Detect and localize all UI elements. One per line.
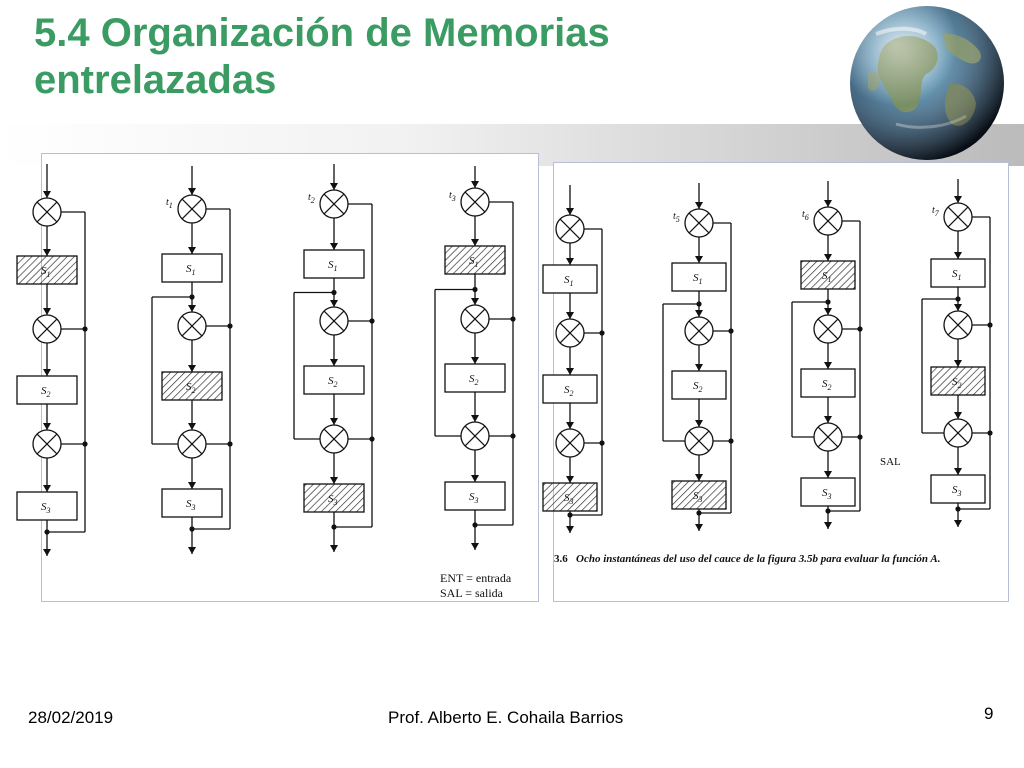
arrow-head: [330, 243, 338, 250]
arrow-head: [695, 474, 703, 481]
arrow-head: [954, 196, 962, 203]
stage-s2: [931, 367, 985, 395]
arrow-head: [954, 360, 962, 367]
arrow-head: [954, 412, 962, 419]
globe-icon: [846, 4, 1008, 162]
junction-dot: [472, 287, 477, 292]
time-label-subscript: 7: [934, 209, 939, 218]
stage-label: $S_2$: [693, 380, 703, 394]
junction-dot: [510, 316, 515, 321]
arrow-head: [43, 308, 51, 315]
pipeline-column-t7: [922, 179, 993, 527]
stage-label-subscript: 1: [333, 264, 338, 273]
arrow-head: [188, 365, 196, 372]
arrow-head: [43, 249, 51, 256]
junction-dot: [857, 326, 862, 331]
stage-s3: [304, 484, 364, 512]
stage-label: $S_1$: [693, 272, 703, 286]
arrow-head: [188, 188, 196, 195]
stage-label-subscript: 2: [46, 390, 51, 399]
arrow-head: [188, 547, 196, 554]
junction-node: [814, 423, 842, 451]
stage-label-subscript: 2: [698, 385, 703, 394]
junction-node: [178, 430, 206, 458]
arrow-head: [824, 362, 832, 369]
arrow-head: [43, 485, 51, 492]
page-number: 9: [984, 704, 994, 723]
arrow-head: [471, 239, 479, 246]
junction-node: [685, 209, 713, 237]
arrow-head: [471, 298, 479, 305]
arrow-head: [566, 208, 574, 215]
arrow-head: [824, 254, 832, 261]
pipeline-diagram-left: [42, 154, 538, 601]
stage-s3: [543, 483, 597, 511]
stage-s3: [17, 492, 77, 520]
stage-label-subscript: 1: [46, 270, 51, 279]
pipeline-figure-right: [553, 162, 1009, 602]
stage-label: $S_3$: [328, 493, 338, 507]
junction-dot: [599, 330, 604, 335]
junction-dot: [510, 433, 515, 438]
arrow-head: [330, 359, 338, 366]
stage-s3: [801, 478, 855, 506]
stage-label-subscript: 2: [474, 378, 479, 387]
arrow-head: [954, 468, 962, 475]
junction-dot: [825, 508, 830, 513]
stage-label: $S_2$: [822, 378, 832, 392]
stage-label: $S_1$: [469, 255, 479, 269]
stage-label-subscript: 1: [698, 277, 703, 286]
junction-dot: [955, 296, 960, 301]
arrow-head: [471, 475, 479, 482]
stage-label: $S_1$: [952, 268, 962, 282]
stage-s3: [445, 482, 505, 510]
junction-dot: [472, 522, 477, 527]
arrow-head: [695, 256, 703, 263]
stage-s1: [304, 250, 364, 278]
junction-node: [178, 312, 206, 340]
junction-dot: [987, 430, 992, 435]
pipeline-figure-left: [41, 153, 539, 602]
junction-dot: [696, 301, 701, 306]
junction-dot: [82, 326, 87, 331]
stage-s1: [672, 263, 726, 291]
time-label-subscript: 6: [804, 213, 809, 222]
stage-s2: [445, 364, 505, 392]
junction-dot: [696, 510, 701, 515]
junction-dot: [857, 434, 862, 439]
stage-label: $S_1$: [822, 270, 832, 284]
arrow-head: [43, 549, 51, 556]
junction-node: [33, 198, 61, 226]
arrow-head: [954, 304, 962, 311]
junction-dot: [227, 441, 232, 446]
arrow-head: [43, 191, 51, 198]
junction-dot: [728, 438, 733, 443]
stage-label-subscript: 2: [957, 381, 962, 390]
pipeline-column-t3: [435, 166, 516, 550]
arrow-head: [330, 183, 338, 190]
time-label-subscript: 3: [451, 194, 456, 203]
pipeline-column-t5: [663, 183, 734, 531]
junction-dot: [369, 436, 374, 441]
junction-dot: [567, 512, 572, 517]
junction-node: [461, 305, 489, 333]
arrow-head: [824, 471, 832, 478]
stage-label-subscript: 1: [957, 273, 962, 282]
pipeline-column-t2: [294, 164, 375, 552]
arrow-head: [43, 369, 51, 376]
junction-node: [944, 419, 972, 447]
pipeline-column-partial: [543, 185, 605, 533]
arrow-head: [188, 305, 196, 312]
pipeline-column-t6: [792, 181, 863, 529]
stage-s2: [304, 366, 364, 394]
arrow-head: [188, 482, 196, 489]
junction-dot: [82, 441, 87, 446]
arrow-head: [471, 357, 479, 364]
junction-dot: [987, 322, 992, 327]
time-label-subscript: 1: [168, 201, 173, 210]
stage-label: $S_3$: [693, 490, 703, 504]
stage-label-subscript: 3: [333, 498, 338, 507]
junction-node: [556, 215, 584, 243]
stage-s2: [543, 375, 597, 403]
junction-dot: [189, 294, 194, 299]
legend-line-ent: ENT = entrada: [440, 571, 512, 585]
junction-dot: [227, 323, 232, 328]
junction-dot: [44, 529, 49, 534]
time-label: $t_2$: [308, 192, 315, 205]
time-label-subscript: 5: [675, 215, 680, 224]
footer-date: 28/02/2019: [28, 708, 114, 727]
arrow-head: [566, 476, 574, 483]
stage-label: $S_3$: [469, 491, 479, 505]
junction-node: [178, 195, 206, 223]
stage-label: $S_2$: [41, 385, 51, 399]
time-label: $t_1$: [166, 197, 173, 210]
arrow-head: [824, 416, 832, 423]
stage-label: $S_3$: [822, 487, 832, 501]
junction-node: [320, 190, 348, 218]
stage-label: $S_2$: [469, 373, 479, 387]
stage-s2: [17, 376, 77, 404]
arrow-head: [566, 368, 574, 375]
arrow-head: [824, 308, 832, 315]
pipeline-diagram-right: [554, 163, 1008, 601]
figure-caption: Ocho instantáneas del uso del cauce de la figura 3.5b para evaluar la función A.: [576, 553, 941, 565]
stage-label-subscript: 3: [191, 503, 196, 512]
stage-s1: [162, 254, 222, 282]
junction-node: [685, 317, 713, 345]
stage-label: $S_1$: [41, 265, 51, 279]
stage-label-subscript: 3: [46, 506, 51, 515]
junction-dot: [331, 290, 336, 295]
stage-label: $S_3$: [952, 484, 962, 498]
time-label: $t_6$: [802, 209, 809, 222]
footer-author: Prof. Alberto E. Cohaila Barrios: [388, 708, 624, 727]
stage-label: $S_1$: [328, 259, 338, 273]
stage-label-subscript: 3: [569, 497, 574, 506]
junction-dot: [825, 299, 830, 304]
junction-node: [320, 425, 348, 453]
stage-s2: [162, 372, 222, 400]
stage-label-subscript: 1: [569, 279, 574, 288]
stage-s1: [801, 261, 855, 289]
stage-s2: [801, 369, 855, 397]
stage-s1: [445, 246, 505, 274]
legend-line-sal: SAL = salida: [440, 586, 503, 600]
junction-node: [814, 315, 842, 343]
junction-node: [320, 307, 348, 335]
junction-node: [33, 430, 61, 458]
stage-s1: [543, 265, 597, 293]
arrow-head: [695, 420, 703, 427]
arrow-head: [471, 181, 479, 188]
stage-label: $S_1$: [564, 274, 574, 288]
arrow-head: [566, 526, 574, 533]
stage-label: $S_2$: [564, 384, 574, 398]
junction-node: [461, 422, 489, 450]
arrow-head: [43, 423, 51, 430]
arrow-head: [695, 524, 703, 531]
stage-label: $S_2$: [952, 376, 962, 390]
pipeline-column-t1: [152, 166, 233, 554]
slide-title: [34, 10, 794, 104]
stage-label-subscript: 2: [827, 383, 832, 392]
arrow-head: [566, 422, 574, 429]
junction-dot: [955, 506, 960, 511]
arrow-head: [566, 258, 574, 265]
junction-dot: [331, 524, 336, 529]
stage-label: $S_3$: [186, 498, 196, 512]
arrow-head: [188, 247, 196, 254]
arrow-head: [954, 520, 962, 527]
stage-label-subscript: 2: [569, 389, 574, 398]
arrow-head: [471, 543, 479, 550]
stage-s3: [672, 481, 726, 509]
arrow-head: [695, 364, 703, 371]
stage-label-subscript: 2: [191, 386, 196, 395]
junction-node: [556, 429, 584, 457]
stage-label-subscript: 1: [474, 260, 479, 269]
arrow-head: [330, 477, 338, 484]
stage-label: $S_1$: [186, 263, 196, 277]
junction-node: [461, 188, 489, 216]
junction-node: [33, 315, 61, 343]
arrow-head: [188, 423, 196, 430]
arrow-head: [330, 418, 338, 425]
junction-node: [556, 319, 584, 347]
stage-s1: [17, 256, 77, 284]
time-label: $t_5$: [673, 211, 680, 224]
stage-label: $S_3$: [41, 501, 51, 515]
stage-label-subscript: 1: [191, 268, 196, 277]
slide-title-line2: entrelazadas: [34, 58, 277, 102]
junction-node: [685, 427, 713, 455]
caption-number: 3.6: [554, 553, 568, 565]
arrow-head: [824, 522, 832, 529]
stage-label-subscript: 1: [827, 275, 832, 284]
stage-label-subscript: 3: [698, 495, 703, 504]
stage-label-subscript: 3: [957, 489, 962, 498]
junction-dot: [369, 318, 374, 323]
arrow-head: [330, 545, 338, 552]
arrow-head: [566, 312, 574, 319]
arrow-head: [824, 200, 832, 207]
junction-dot: [189, 526, 194, 531]
stage-s3: [162, 489, 222, 517]
stage-label-subscript: 3: [474, 496, 479, 505]
stage-s3: [931, 475, 985, 503]
time-label: $t_3$: [449, 190, 456, 203]
stage-label: $S_2$: [328, 375, 338, 389]
junction-dot: [599, 440, 604, 445]
time-label-subscript: 2: [310, 196, 315, 205]
arrow-head: [330, 300, 338, 307]
stage-label-subscript: 2: [333, 380, 338, 389]
time-label: $t_7$: [932, 205, 939, 218]
output-label-sal: SAL: [880, 456, 901, 468]
stage-label: $S_3$: [564, 492, 574, 506]
junction-node: [944, 203, 972, 231]
stage-s2: [672, 371, 726, 399]
stage-label-subscript: 3: [827, 492, 832, 501]
pipeline-column-partial: [17, 164, 88, 556]
stage-label: $S_2$: [186, 381, 196, 395]
slide-title-line1: 5.4 Organización de Memorias: [34, 11, 610, 55]
arrow-head: [471, 415, 479, 422]
junction-dot: [728, 328, 733, 333]
arrow-head: [695, 202, 703, 209]
junction-node: [814, 207, 842, 235]
junction-node: [944, 311, 972, 339]
arrow-head: [954, 252, 962, 259]
arrow-head: [695, 310, 703, 317]
stage-s1: [931, 259, 985, 287]
